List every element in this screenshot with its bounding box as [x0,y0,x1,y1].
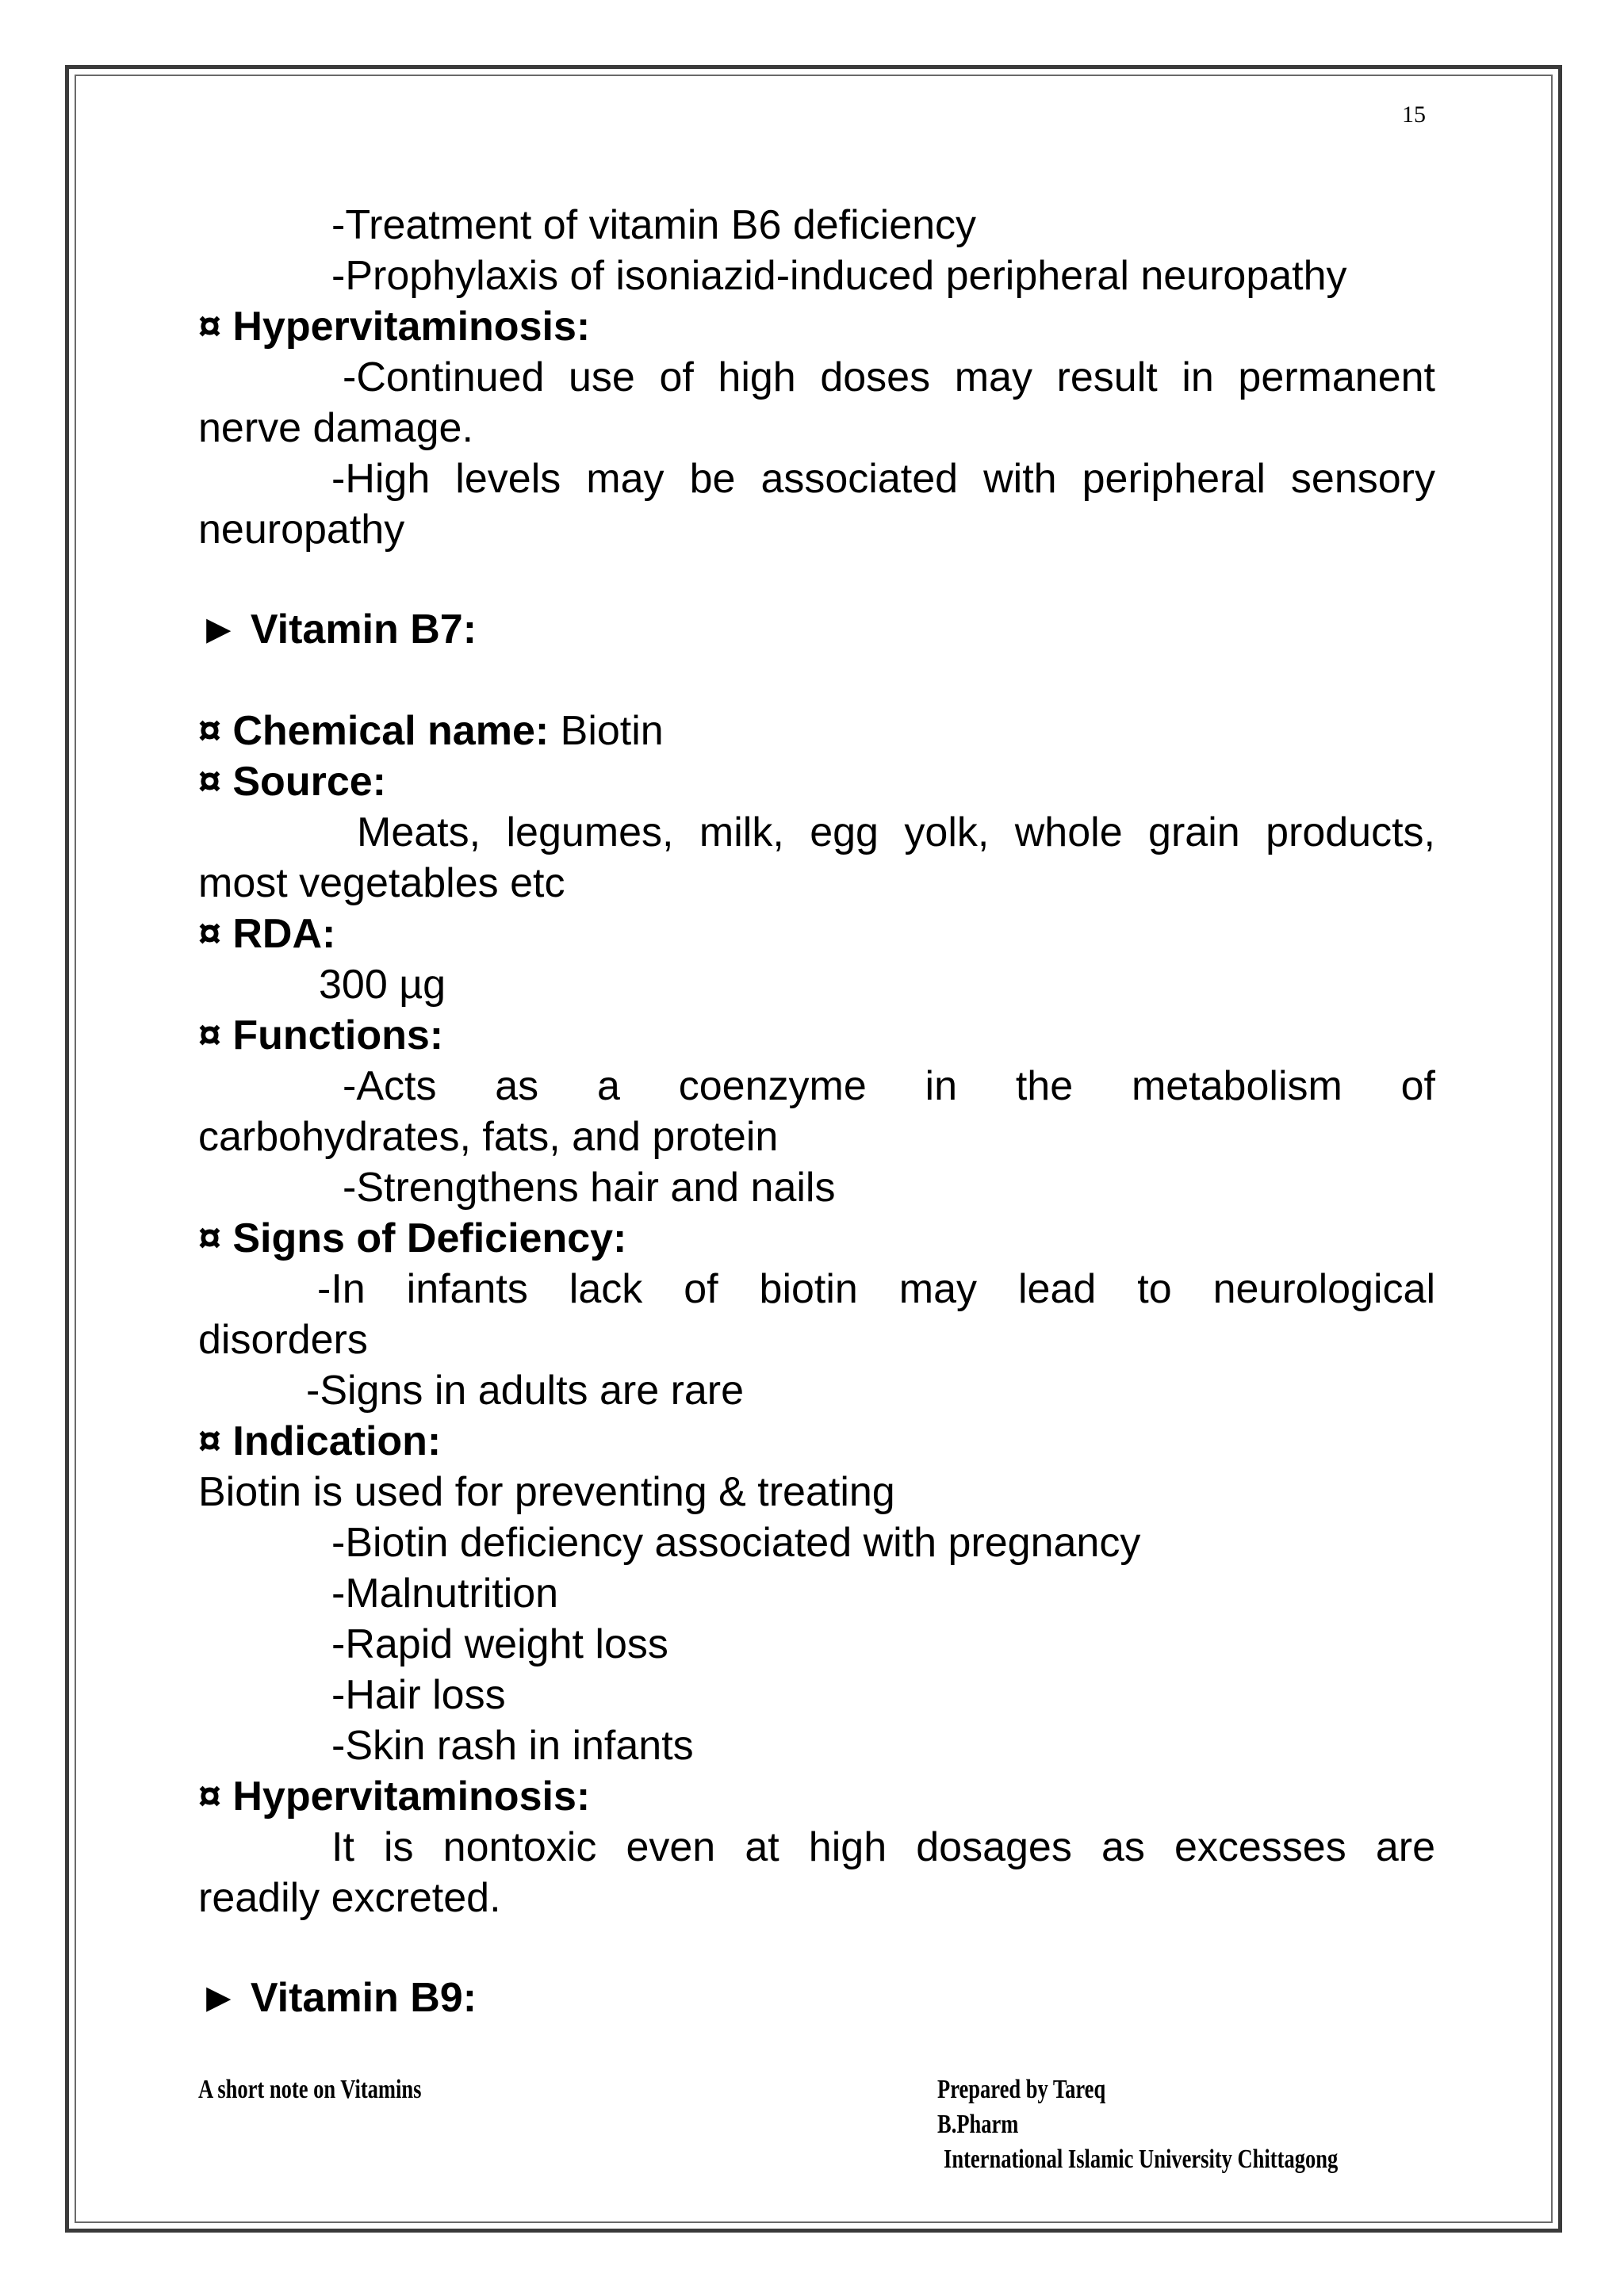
b6-hyper-text: nerve damage. [198,405,473,451]
vitamin-b9-heading: ► Vitamin B9: [198,1975,477,2021]
deficiency-text: disorders [198,1317,368,1363]
b6-hypervitaminosis-heading: ¤ Hypervitaminosis: [198,304,591,350]
b6-hyper-text: -Continued use of high doses may result in permanent [343,354,1435,400]
functions-heading: ¤ Functions: [198,1012,444,1058]
indication-heading: ¤ Indication: [198,1418,442,1464]
source-text: Meats, legumes, milk, egg yolk, whole grain products, [357,809,1435,855]
deficiency-text: -Signs in adults are rare [306,1368,745,1414]
b7-hyper-text: It is nontoxic even at high dosages as excesses are [331,1824,1435,1870]
deficiency-text: -In infants lack of biotin may lead to neurological [317,1266,1435,1312]
function-text: -Acts as a coenzyme in the metabolism of [343,1063,1435,1109]
footer-author: Prepared by Tareq [937,2075,1106,2104]
b7-hyper-text: readily excreted. [198,1875,501,1921]
footer-degree: B.Pharm [937,2110,1019,2139]
b7-hypervitaminosis-heading: ¤ Hypervitaminosis: [198,1774,591,1820]
chemical-name-label: ¤ Chemical name: [198,708,550,754]
b6-hyper-text: neuropathy [198,507,405,553]
vitamin-b7-heading: ► Vitamin B7: [198,607,477,652]
function-text: -Strengthens hair and nails [343,1165,836,1211]
indication-item: -Rapid weight loss [331,1621,668,1667]
indication-item: -Hair loss [331,1672,506,1718]
b6-indication-item: -Treatment of vitamin B6 deficiency [331,202,977,248]
function-text: carbohydrates, fats, and protein [198,1114,779,1160]
footer-university: International Islamic University Chittagong [944,2145,1339,2174]
indication-item: -Biotin deficiency associated with pregnancy [331,1520,1141,1566]
chemical-name-value: Biotin [549,708,664,754]
chemical-name-row [198,707,664,755]
source-text: most vegetables etc [198,860,565,906]
indication-item: -Malnutrition [331,1571,559,1617]
b6-hyper-text: -High levels may be associated with peripheral sensory [331,456,1435,502]
indication-item: -Skin rash in infants [331,1723,694,1769]
rda-value: 300 µg [319,962,446,1008]
rda-heading: ¤ RDA: [198,911,336,957]
source-heading: ¤ Source: [198,759,386,805]
b6-indication-item: -Prophylaxis of isoniazid-induced peripheral neuropathy [331,253,1347,299]
indication-intro: Biotin is used for preventing & treating [198,1469,895,1515]
deficiency-heading: ¤ Signs of Deficiency: [198,1215,627,1261]
footer-title: A short note on Vitamins [198,2075,422,2104]
page-number: 15 [1402,101,1426,128]
